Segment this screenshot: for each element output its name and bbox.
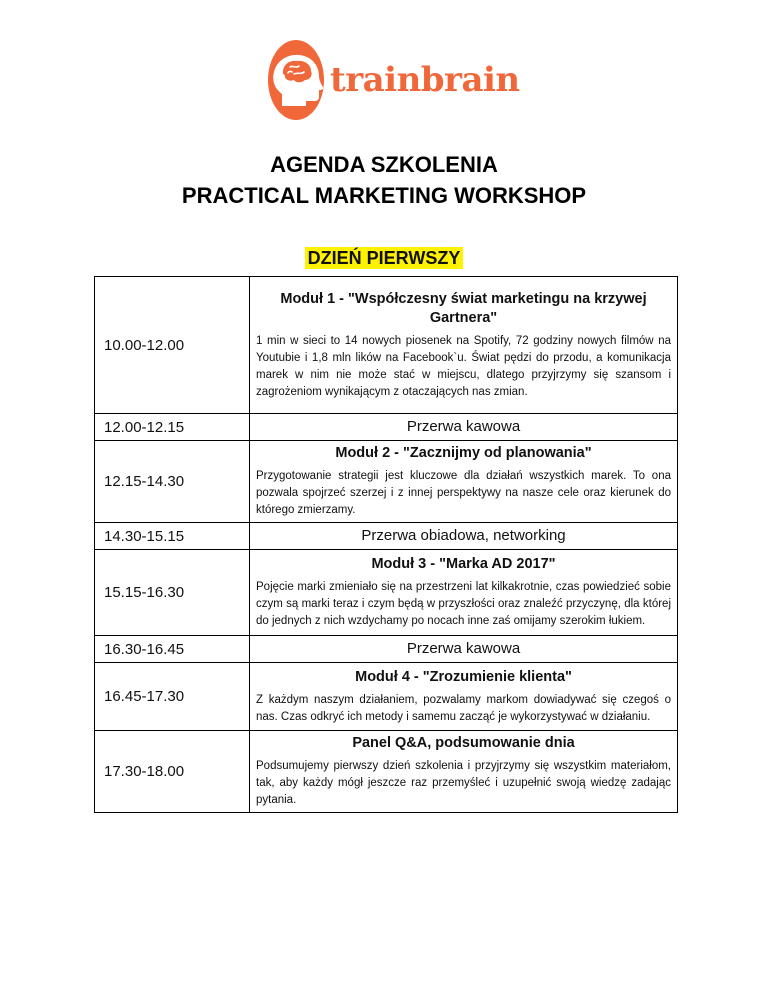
module-title: Panel Q&A, podsumowanie dnia	[352, 735, 575, 751]
time-cell: 16.30-16.45	[95, 636, 250, 663]
brand-name: trainbrain	[330, 60, 520, 100]
module-description: Podsumujemy pierwszy dzień szkolenia i przyjrzymy się wszystkim materiałom, tak, aby każdy mógł jeszcze raz przemyśleć i uzupełnić swoją wiedzę zadając pytania.	[256, 760, 671, 806]
agenda-row-module-4	[95, 663, 678, 731]
time-cell: 12.15-14.30	[95, 441, 250, 523]
module-cell	[250, 663, 678, 731]
day-heading	[0, 248, 768, 269]
time-cell: 10.00-12.00	[95, 277, 250, 414]
break-label: Przerwa kawowa	[406, 418, 521, 435]
break-label: Przerwa kawowa	[406, 640, 521, 657]
agenda-table	[94, 276, 678, 813]
break-cell	[250, 636, 678, 663]
time-cell: 16.45-17.30	[95, 663, 250, 731]
agenda-row-break-1	[95, 414, 678, 441]
agenda-row-break-2	[95, 523, 678, 550]
head-brain-icon	[268, 40, 324, 120]
module-title: Moduł 3 - "Marka AD 2017"	[371, 556, 556, 572]
module-cell	[250, 277, 678, 414]
module-cell	[250, 731, 678, 813]
module-description: 1 min w sieci to 14 nowych piosenek na Spotify, 72 godziny nowych filmów na Youtubie i 1,8 mln lików na Facebook`u. Świat pędzi do przodu, a komunikacja marek w nim nie może stać w miejscu, dlatego przyjrzymy się szansom i zagrożeniom wynikającym z otaczających nas zmian.	[256, 334, 671, 398]
agenda-row-module-2	[95, 441, 678, 523]
workshop-title: PRACTICAL MARKETING WORKSHOP	[181, 183, 587, 208]
agenda-title: AGENDA SZKOLENIA	[270, 152, 498, 177]
day-label: DZIEŃ PIERWSZY	[305, 247, 464, 269]
trainbrain-logo	[268, 40, 520, 120]
agenda-row-qa-panel	[95, 731, 678, 813]
module-cell	[250, 441, 678, 523]
module-description: Pojęcie marki zmieniało się na przestrzeni lat kilkakrotnie, czas powiedzieć sobie czym są marki teraz i czym będą w przyszłości oraz znaleźć przyczynę, dla której do jednych z nich wzdychamy po nocach inne zaś omijamy szerokim łukiem.	[256, 581, 671, 627]
module-cell	[250, 550, 678, 636]
module-description: Z każdym naszym działaniem, pozwalamy markom dowiadywać się czegoś o nas. Czas odkryć ich metody i samemu zacząć je wykorzystywać w działaniu.	[256, 693, 671, 723]
time-cell: 15.15-16.30	[95, 550, 250, 636]
break-label: Przerwa obiadowa, networking	[361, 527, 566, 544]
time-cell: 12.00-12.15	[95, 414, 250, 441]
module-title: Moduł 1 - "Współczesny świat marketingu na krzywej Gartnera"	[280, 290, 647, 326]
agenda-row-module-1	[95, 277, 678, 414]
agenda-row-break-3	[95, 636, 678, 663]
agenda-row-module-3	[95, 550, 678, 636]
break-cell	[250, 414, 678, 441]
time-cell: 14.30-15.15	[95, 523, 250, 550]
break-cell	[250, 523, 678, 550]
module-description: Przygotowanie strategii jest kluczowe dla działań wszystkich marek. To ona pozwala spojrzeć szerzej i z innej perspektywy na nasze cele oraz kierunek do którego zmierzamy.	[256, 470, 671, 516]
time-cell: 17.30-18.00	[95, 731, 250, 813]
module-title: Moduł 2 - "Zacznijmy od planowania"	[335, 445, 592, 461]
module-title: Moduł 4 - "Zrozumienie klienta"	[355, 668, 572, 685]
